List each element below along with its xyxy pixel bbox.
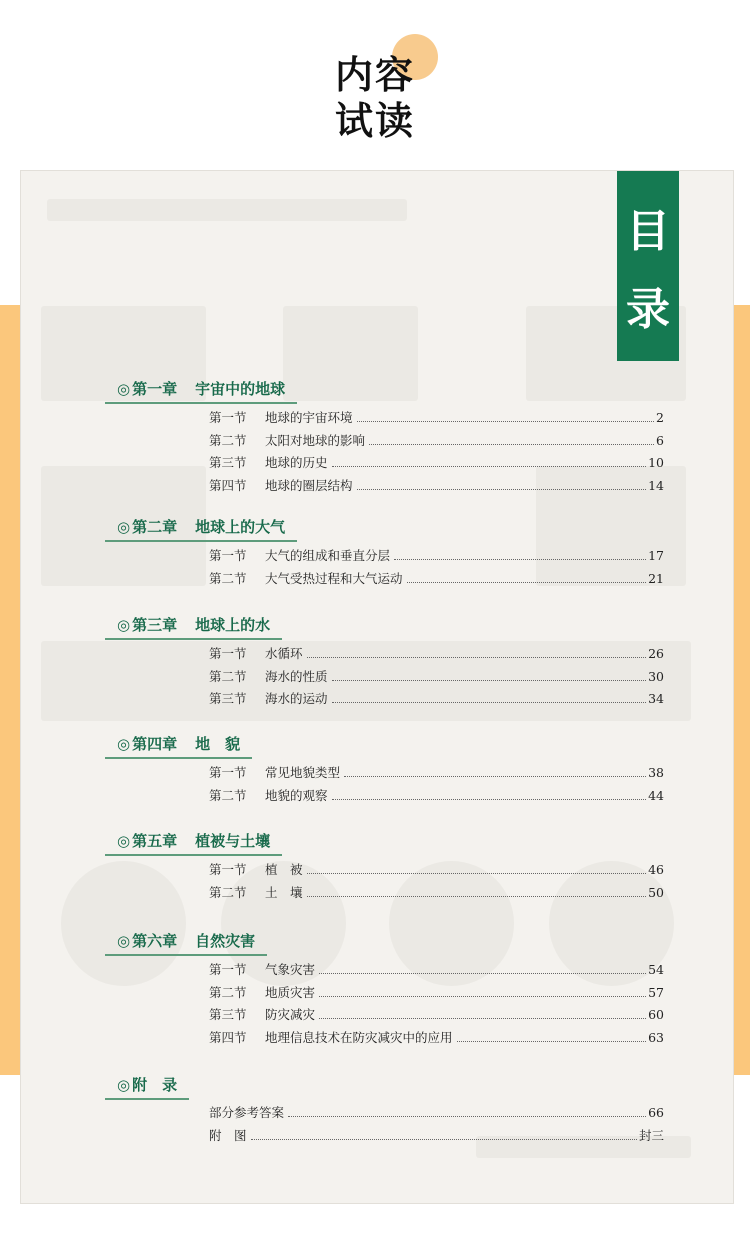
- chapter-mark-icon: ◎: [117, 518, 131, 536]
- section-title: 地球的历史: [265, 455, 328, 470]
- chapter-title: 宇宙中的地球: [195, 380, 286, 398]
- section-title: 海水的运动: [265, 691, 328, 706]
- dot-leader: [332, 702, 647, 703]
- chapter-number: 第五章: [132, 832, 178, 850]
- dot-leader: [288, 1116, 646, 1117]
- section-number: 第一节: [209, 548, 247, 563]
- toc-title-char-2: 录: [626, 284, 670, 335]
- toc-entry[interactable]: [209, 431, 664, 449]
- toc-entry[interactable]: [209, 1126, 664, 1144]
- section-title: 植 被: [265, 862, 303, 877]
- chapter-heading[interactable]: [105, 378, 297, 404]
- chapter-heading[interactable]: [105, 733, 252, 759]
- page-number: 38: [648, 765, 664, 780]
- section-title: 部分参考答案: [209, 1105, 285, 1120]
- page-number: 63: [648, 1029, 664, 1045]
- dot-leader: [332, 680, 647, 681]
- chapter-title: 地球上的大气: [195, 518, 286, 536]
- dot-leader: [344, 776, 646, 777]
- appendix-heading[interactable]: [105, 1074, 189, 1100]
- chapter-title: 自然灾害: [195, 932, 256, 950]
- toc-entry[interactable]: [209, 983, 664, 1001]
- chapter-heading[interactable]: [105, 614, 282, 640]
- dot-leader: [307, 873, 647, 874]
- page-number: 6: [656, 432, 664, 448]
- section-title: 地球的圈层结构: [265, 477, 353, 493]
- chapter-heading[interactable]: [105, 930, 267, 956]
- section-number: 第二节: [209, 984, 247, 1000]
- dot-leader: [332, 799, 647, 800]
- dot-leader: [319, 1018, 646, 1019]
- chapter-title: 地球上的水: [195, 616, 271, 634]
- header-line-1: 内容: [334, 53, 415, 97]
- section-number: 第三节: [209, 455, 247, 470]
- page-number: 50: [648, 884, 664, 900]
- section-number: 第一节: [209, 962, 247, 977]
- toc-page: [20, 170, 734, 1204]
- dot-leader: [307, 896, 647, 897]
- dot-leader: [407, 582, 647, 583]
- chapter-heading[interactable]: [105, 830, 282, 856]
- page-number: 10: [648, 455, 664, 470]
- page-number: 46: [648, 862, 664, 877]
- toc-entry[interactable]: [209, 1028, 664, 1046]
- dot-leader: [357, 421, 655, 422]
- section-number: 第三节: [209, 691, 247, 706]
- dot-leader: [394, 559, 646, 560]
- page-number: 44: [648, 787, 664, 803]
- section-title: 大气受热过程和大气运动: [265, 570, 403, 586]
- dot-leader: [457, 1041, 647, 1042]
- page-number: 57: [648, 984, 664, 1000]
- page-number: 2: [656, 410, 664, 425]
- page-number: 14: [648, 477, 664, 493]
- section-title: 地理信息技术在防灾减灾中的应用: [265, 1029, 453, 1045]
- toc-entry[interactable]: [209, 1103, 664, 1121]
- page-number: 34: [648, 691, 664, 706]
- page-number: 21: [648, 570, 664, 586]
- toc-entry[interactable]: [209, 883, 664, 901]
- chapter-heading[interactable]: [105, 516, 297, 542]
- section-title: 大气的组成和垂直分层: [265, 548, 391, 563]
- chapter-mark-icon: ◎: [117, 380, 131, 398]
- toc-entry[interactable]: [209, 689, 664, 707]
- section-number: 第二节: [209, 432, 247, 448]
- toc-entry[interactable]: [209, 763, 664, 781]
- page-number: 17: [648, 548, 664, 563]
- section-title: 附 图: [209, 1127, 247, 1143]
- chapter-mark-icon: ◎: [117, 1076, 131, 1094]
- toc-entry[interactable]: [209, 476, 664, 494]
- table-of-contents: [21, 171, 733, 1203]
- dot-leader: [251, 1139, 637, 1140]
- section-title: 地质灾害: [265, 984, 316, 1000]
- page-number: 30: [648, 668, 664, 684]
- section-title: 太阳对地球的影响: [265, 432, 366, 448]
- header-line-2: 试读: [334, 99, 415, 143]
- section-title: 海水的性质: [265, 668, 328, 684]
- chapter-number: 第六章: [132, 932, 178, 950]
- section-number: 第二节: [209, 884, 247, 900]
- dot-leader: [369, 444, 654, 445]
- dot-leader: [357, 489, 647, 490]
- section-number: 第四节: [209, 477, 247, 493]
- section-number: 第三节: [209, 1007, 247, 1022]
- toc-title-char-1: 目: [626, 206, 670, 257]
- chapter-mark-icon: ◎: [117, 832, 131, 850]
- section-number: 第二节: [209, 570, 247, 586]
- chapter-mark-icon: ◎: [117, 616, 131, 634]
- dot-leader: [307, 657, 647, 658]
- page-number: 26: [648, 646, 664, 661]
- section-title: 地貌的观察: [265, 787, 328, 803]
- appendix-title: 附 录: [132, 1076, 178, 1094]
- section-number: 第二节: [209, 787, 247, 803]
- section-title: 气象灾害: [265, 962, 316, 977]
- page-number: 54: [648, 962, 664, 977]
- section-title: 常见地貌类型: [265, 765, 341, 780]
- dot-leader: [319, 996, 646, 997]
- dot-leader: [319, 973, 646, 974]
- chapter-number: 第四章: [132, 735, 178, 753]
- section-number: 第一节: [209, 765, 247, 780]
- toc-entry[interactable]: [209, 1005, 664, 1023]
- chapter-title: 地 貌: [195, 735, 241, 753]
- section-number: 第二节: [209, 668, 247, 684]
- section-title: 水循环: [265, 646, 303, 661]
- toc-entry[interactable]: [209, 569, 664, 587]
- chapter-mark-icon: ◎: [117, 932, 131, 950]
- page-number: 60: [648, 1007, 664, 1022]
- toc-entry[interactable]: [209, 786, 664, 804]
- section-title: 防灾减灾: [265, 1007, 316, 1022]
- section-number: 第四节: [209, 1029, 247, 1045]
- toc-entry[interactable]: [209, 960, 664, 978]
- toc-entry[interactable]: [209, 453, 664, 471]
- toc-entry[interactable]: [209, 667, 664, 685]
- chapter-number: 第三章: [132, 616, 178, 634]
- toc-entry[interactable]: [209, 546, 664, 564]
- chapter-mark-icon: ◎: [117, 735, 131, 753]
- chapter-title: 植被与土壤: [195, 832, 271, 850]
- page-number: 66: [648, 1105, 664, 1120]
- toc-entry[interactable]: [209, 860, 664, 878]
- section-number: 第一节: [209, 862, 247, 877]
- dot-leader: [332, 466, 647, 467]
- section-number: 第一节: [209, 646, 247, 661]
- page-number: 封三: [638, 1127, 664, 1143]
- chapter-number: 第一章: [132, 380, 178, 398]
- section-title: 土 壤: [265, 884, 303, 900]
- toc-entry[interactable]: [209, 408, 664, 426]
- chapter-number: 第二章: [132, 518, 178, 536]
- section-number: 第一节: [209, 410, 247, 425]
- section-title: 地球的宇宙环境: [265, 410, 353, 425]
- toc-entry[interactable]: [209, 644, 664, 662]
